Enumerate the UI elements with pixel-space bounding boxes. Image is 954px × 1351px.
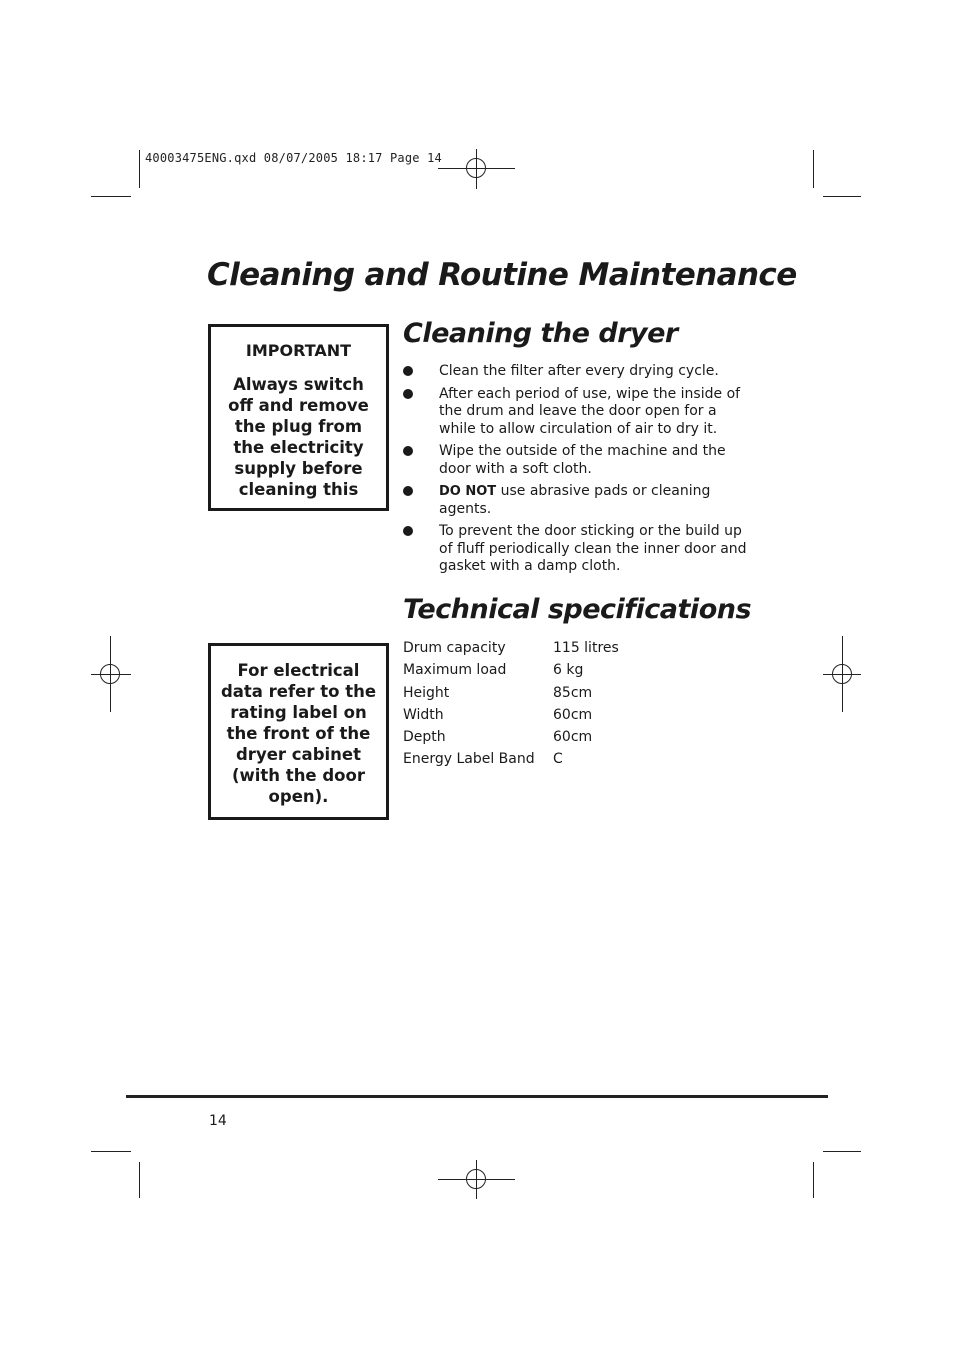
table-row xyxy=(403,726,619,748)
page-title: Cleaning and Routine Maintenance xyxy=(207,257,797,293)
table-row xyxy=(403,704,619,726)
bullet-icon xyxy=(403,486,413,496)
spec-value: C xyxy=(553,751,563,768)
spec-value: 85cm xyxy=(553,684,593,701)
spec-label: Height xyxy=(403,684,450,701)
bullet-icon xyxy=(403,366,413,376)
specs-section-title: Technical specifications xyxy=(403,594,752,625)
cleaning-bullet-list xyxy=(403,363,749,581)
list-item: To prevent the door sticking or the build up of fluff periodically clean the inner door and gasket with a damp cloth. xyxy=(403,523,749,576)
list-item: Clean the filter after every drying cycle. xyxy=(403,363,749,381)
spec-label: Maximum load xyxy=(403,662,507,679)
spec-value: 6 kg xyxy=(553,662,584,679)
table-row xyxy=(403,637,619,659)
page-number: 14 xyxy=(209,1113,227,1129)
footer-rule xyxy=(126,1095,828,1098)
important-text: Always switch off and remove the plug from the electricity supply before cleaning this xyxy=(228,375,369,499)
spec-label: Depth xyxy=(403,729,446,746)
print-slug: 40003475ENG.qxd 08/07/2005 18:17 Page 14 xyxy=(145,151,442,165)
table-row xyxy=(403,659,619,681)
important-heading: IMPORTANT xyxy=(245,341,352,360)
list-item: After each period of use, wipe the inside of the drum and leave the door open for a while to allow circulation of air to dry it. xyxy=(403,386,749,439)
list-item: Wipe the outside of the machine and the door with a soft cloth. xyxy=(403,443,749,478)
important-notice-box xyxy=(208,324,389,511)
bullet-icon xyxy=(403,389,413,399)
spec-value: 60cm xyxy=(553,729,593,746)
list-item: DO NOT use abrasive pads or cleaning agents. xyxy=(403,483,749,518)
table-row xyxy=(403,748,619,770)
bullet-icon xyxy=(403,446,413,456)
electrical-data-text: For electrical data refer to the rating label on the front of the dryer cabinet (with the door open). xyxy=(220,661,377,806)
spec-value: 60cm xyxy=(553,706,593,723)
spec-label: Drum capacity xyxy=(403,640,506,656)
spec-label: Width xyxy=(403,706,444,723)
spec-value: 115 litres xyxy=(553,640,619,656)
cleaning-section-title: Cleaning the dryer xyxy=(403,318,678,349)
specs-table xyxy=(403,637,619,771)
table-row xyxy=(403,682,619,704)
bullet-icon xyxy=(403,526,413,536)
spec-label: Energy Label Band xyxy=(403,751,535,768)
electrical-data-box xyxy=(208,643,389,820)
